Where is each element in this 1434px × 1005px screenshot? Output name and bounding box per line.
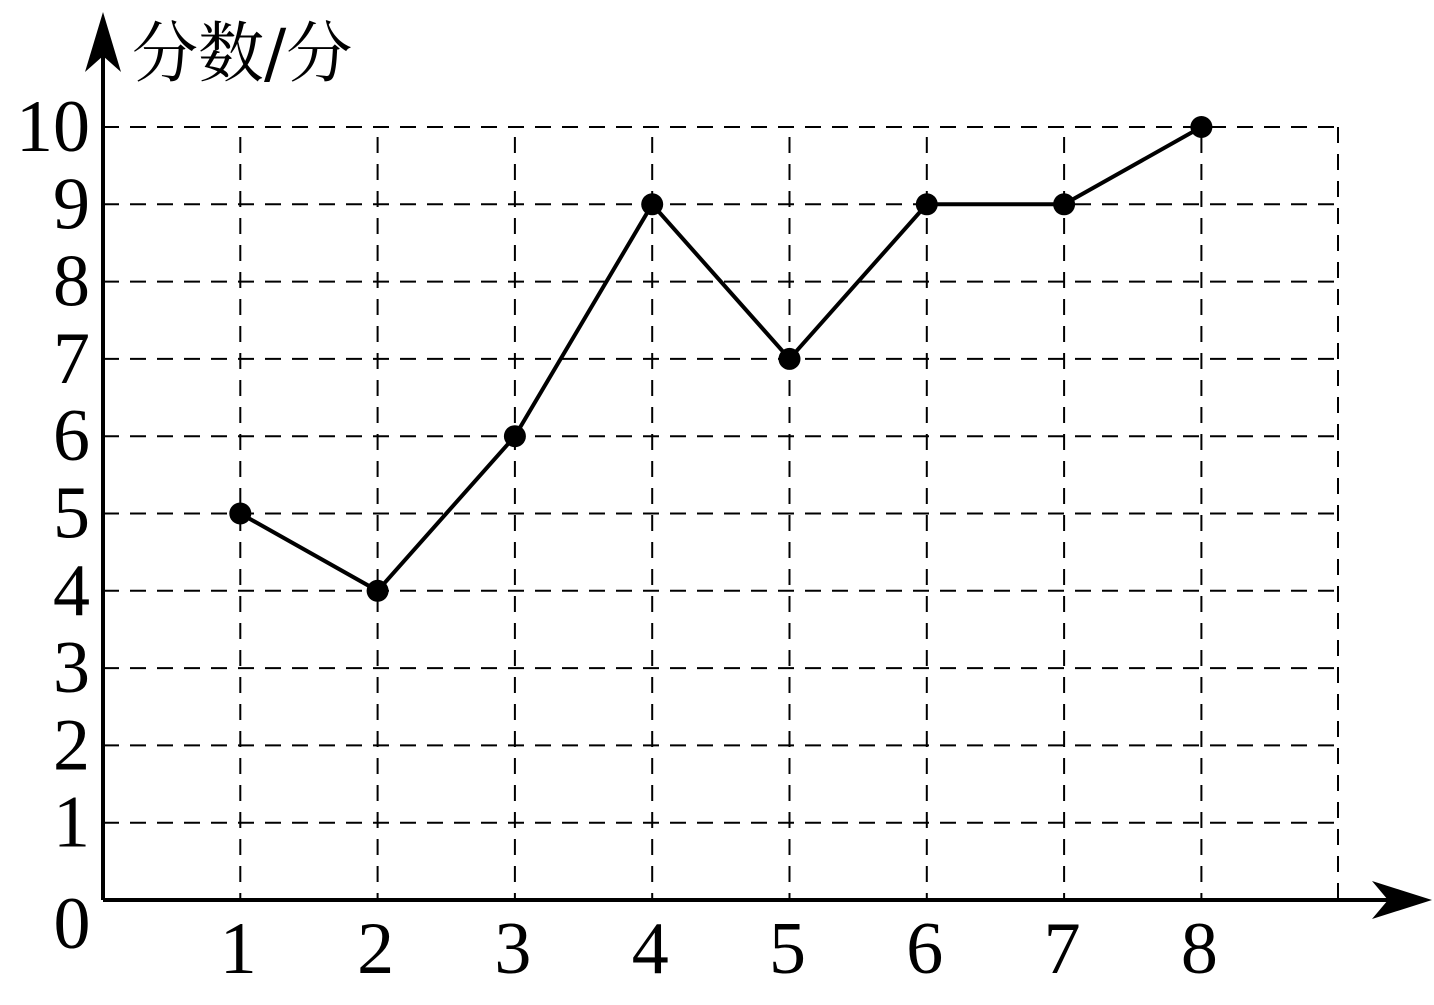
data-point-5 [779, 348, 801, 370]
x-tick-label-1: 1 [219, 908, 257, 990]
y-tick-label-5: 5 [53, 472, 90, 555]
x-tick-label-3: 3 [494, 908, 532, 990]
data-point-3 [504, 425, 526, 447]
y-axis-title: 分数/分 [132, 15, 353, 92]
y-tick-label-6: 6 [53, 395, 90, 478]
y-tick-label-2: 2 [53, 704, 90, 787]
data-point-8 [1190, 116, 1212, 138]
data-point-6 [916, 193, 938, 215]
x-tick-label-4: 4 [631, 908, 669, 990]
data-point-2 [367, 580, 389, 602]
x-tick-label-8: 8 [1180, 908, 1218, 990]
y-tick-label-8: 8 [53, 240, 90, 323]
data-point-4 [641, 193, 663, 215]
x-tick-label-5: 5 [769, 908, 806, 990]
y-tick-label-7: 7 [53, 317, 90, 400]
tick-labels [16, 86, 1218, 990]
y-tick-label-4: 4 [53, 549, 90, 632]
y-tick-label-9: 9 [53, 163, 90, 246]
x-tick-label-6: 6 [906, 908, 944, 990]
data-point-7 [1053, 193, 1075, 215]
grid [103, 127, 1338, 900]
y-tick-label-1: 1 [53, 781, 90, 864]
y-tick-label-10: 10 [16, 86, 90, 168]
x-tick-label-2: 2 [357, 908, 395, 990]
origin-label: 0 [53, 883, 91, 965]
x-tick-label-7: 7 [1043, 908, 1081, 990]
data-point-1 [229, 503, 251, 525]
y-tick-label-3: 3 [53, 627, 90, 710]
